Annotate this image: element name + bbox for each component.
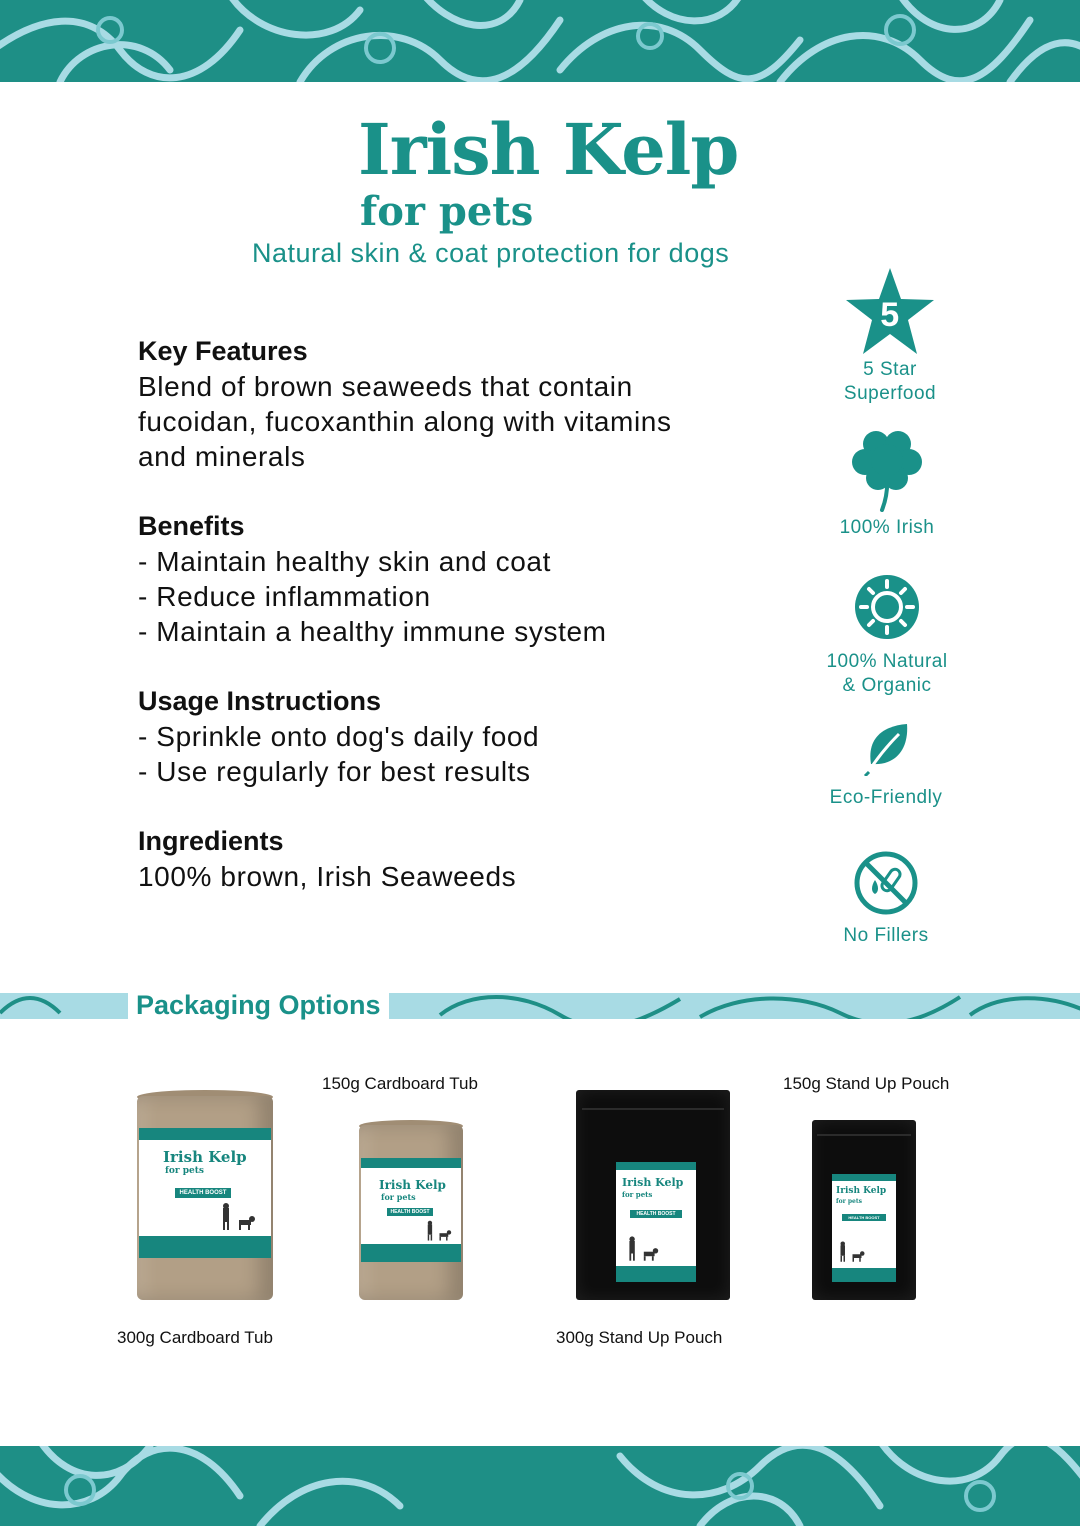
label-sub: for pets	[165, 1166, 204, 1176]
bottom-decorative-band	[0, 1446, 1080, 1526]
section-heading: Benefits	[138, 511, 245, 541]
product-title: Irish Kelp	[358, 108, 739, 191]
product-label	[361, 1158, 461, 1262]
product-subtitle: for pets	[360, 188, 534, 235]
badge-5-star-superfood	[805, 266, 975, 406]
label-300g-tub: 300g Cardboard Tub	[117, 1328, 273, 1347]
badge-label: No Fillers	[843, 925, 929, 946]
man-and-dog-icon	[624, 1234, 660, 1264]
label-sub: for pets	[381, 1192, 416, 1202]
section-usage	[138, 684, 798, 789]
label-boost: HEALTH BOOST	[842, 1214, 886, 1221]
swirl-pattern	[0, 0, 1080, 82]
shamrock-icon	[852, 428, 922, 512]
label-sub: for pets	[622, 1190, 653, 1199]
list-item: - Reduce inflammation	[138, 581, 431, 612]
label-boost: HEALTH BOOST	[630, 1210, 682, 1218]
badge-100-irish	[802, 428, 972, 540]
section-line: and minerals	[138, 441, 306, 472]
product-300g-pouch	[576, 1090, 730, 1300]
man-and-dog-icon	[836, 1240, 866, 1264]
section-ingredients	[138, 824, 798, 894]
badge-natural-organic	[802, 574, 972, 698]
list-item: - Maintain healthy skin and coat	[138, 546, 551, 577]
star-icon	[842, 266, 938, 358]
label-boost: HEALTH BOOST	[387, 1208, 433, 1216]
star-number: 5	[880, 296, 900, 334]
badge-label: & Organic	[842, 675, 932, 696]
list-item: - Maintain a healthy immune system	[138, 616, 607, 647]
section-heading: Key Features	[138, 336, 308, 366]
label-sub: for pets	[836, 1198, 862, 1205]
badge-label: 5 Star	[863, 359, 917, 380]
section-key-features	[138, 334, 798, 474]
swirl-pattern	[0, 1446, 1080, 1526]
usage-list	[138, 719, 798, 789]
section-heading: Usage Instructions	[138, 686, 382, 716]
list-item: - Use regularly for best results	[138, 756, 531, 787]
badge-no-fillers	[801, 850, 971, 948]
label-brand: Irish Kelp	[379, 1178, 446, 1192]
product-300g-tub	[137, 1090, 273, 1300]
man-and-dog-icon	[217, 1202, 257, 1232]
feature-content	[138, 334, 798, 929]
list-item: - Sprinkle onto dog's daily food	[138, 721, 540, 752]
section-heading: Ingredients	[138, 826, 284, 856]
leaf-icon	[861, 722, 911, 776]
badge-label: Superfood	[843, 383, 937, 404]
section-line: fucoidan, fucoxanthin along with vitamins	[138, 406, 672, 437]
badge-label: 100% Irish	[839, 517, 935, 538]
badge-label: Eco-Friendly	[829, 787, 943, 808]
sun-icon	[854, 574, 920, 640]
label-150g-pouch: 150g Stand Up Pouch	[783, 1074, 950, 1093]
badge-label: 100% Natural	[826, 651, 948, 672]
packaging-options-title: Packaging Options	[128, 984, 389, 1026]
no-fillers-icon	[853, 850, 919, 916]
product-150g-pouch	[812, 1120, 916, 1300]
man-and-dog-icon	[423, 1220, 453, 1242]
label-150g-tub: 150g Cardboard Tub	[322, 1074, 478, 1093]
product-label	[139, 1128, 271, 1258]
product-label	[616, 1162, 696, 1282]
label-brand: Irish Kelp	[163, 1148, 247, 1166]
product-label	[832, 1174, 896, 1282]
benefits-list	[138, 544, 798, 649]
label-boost: HEALTH BOOST	[175, 1188, 231, 1198]
section-line: 100% brown, Irish Seaweeds	[138, 861, 517, 892]
label-300g-pouch: 300g Stand Up Pouch	[556, 1328, 723, 1347]
top-decorative-band	[0, 0, 1080, 82]
product-150g-tub	[359, 1120, 463, 1300]
label-brand: Irish Kelp	[622, 1176, 684, 1189]
label-brand: Irish Kelp	[836, 1186, 887, 1196]
product-tagline: Natural skin & coat protection for dogs	[252, 238, 730, 268]
badge-eco-friendly	[801, 722, 971, 810]
section-benefits	[138, 509, 798, 649]
section-line: Blend of brown seaweeds that contain	[138, 371, 633, 402]
